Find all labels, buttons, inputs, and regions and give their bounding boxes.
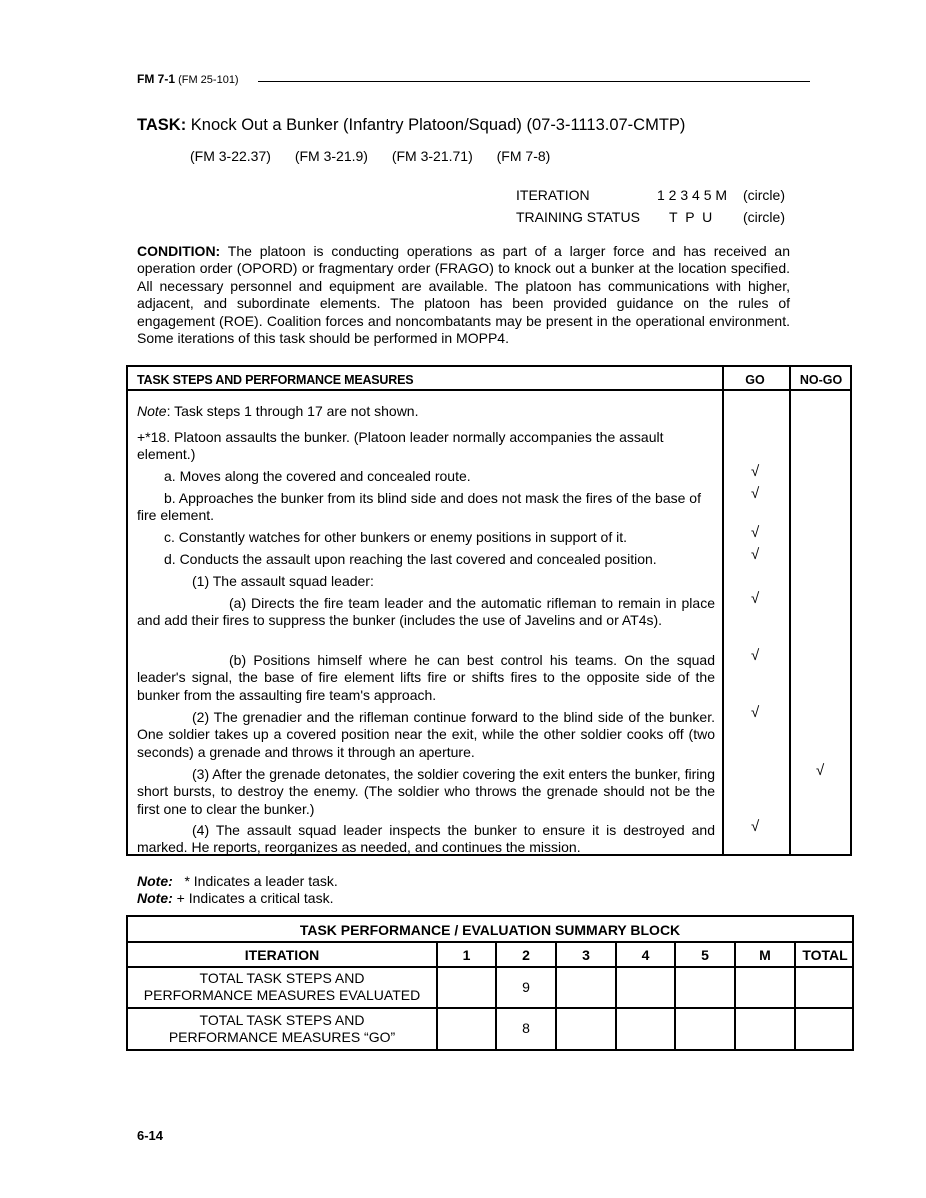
notes-block: [137, 873, 338, 908]
go-check-mark: √: [751, 463, 760, 480]
note-label: Note:: [137, 890, 173, 907]
summary-row-label: [128, 970, 436, 1005]
task-title-text: Knock Out a Bunker (Infantry Platoon/Squad) (07-3-1113.07-CMTP): [190, 116, 686, 134]
condition-label: CONDITION:: [137, 243, 221, 259]
note-line: [137, 890, 338, 907]
go-column-header: GO: [745, 373, 765, 387]
training-status-note: (circle): [743, 209, 785, 225]
summary-row-divider: [128, 966, 852, 968]
summary-row-divider: [128, 1007, 852, 1009]
task-step: (b) Positions himself where he can best control his teams. On the squad leader's signal, the base of fire element lifts fire or shifts fires to the opposite side of the bunker from the assaulting fire team's approach.: [137, 652, 715, 703]
summary-header-4: 4: [641, 947, 650, 963]
task-step: d. Conducts the assault upon reaching the last covered and concealed position.: [164, 551, 657, 567]
task-step: a. Moves along the covered and concealed route.: [164, 468, 471, 484]
summary-header-3: 3: [582, 947, 590, 963]
summary-cell-evaluated-2: 9: [522, 979, 530, 995]
note-text: : Task steps 1 through 17 are not shown.: [166, 403, 419, 419]
summary-header-iteration: ITERATION: [244, 947, 320, 963]
table-divider: [789, 367, 791, 854]
task-label: TASK:: [137, 116, 187, 134]
note-text: + Indicates a critical task.: [176, 890, 334, 907]
running-header: [137, 72, 239, 86]
reference-list: [190, 148, 570, 164]
training-status-options: T P U: [669, 209, 715, 225]
reference-item: (FM 3-21.9): [294, 148, 368, 164]
task-step: c. Constantly watches for other bunkers or enemy positions in support of it.: [164, 529, 628, 545]
condition-paragraph: [137, 243, 790, 347]
condition-text: The platoon is conducting operations as part of a larger force and has received an operation order (OPORD) or fragmentary order (FRAGO) to knock out a bunker at the location specified. All necessary personnel and equipment are available. The platoon has communications with higher, adjacent, and subordinate elements. The platoon has been provided guidance on the rules of engagement (ROE). Coalition forces and noncombatants may be present in the operational environment. Some iterations of this task should be performed in MOPP4.: [137, 243, 790, 347]
manual-number: FM 7-1: [137, 72, 176, 86]
reference-item: (FM 7-8): [496, 148, 551, 164]
reference-item: (FM 3-22.37): [190, 148, 271, 164]
nogo-check-mark: √: [816, 762, 825, 779]
header-rule: [258, 81, 810, 82]
go-check-mark: √: [751, 704, 760, 721]
task-step: (3) After the grenade detonates, the soldier covering the exit enters the bunker, firing short bursts, to destroy the enemy. (The soldier who throws the grenade should not be the first one to clear the bunker.): [137, 766, 715, 817]
nogo-column-header: NO-GO: [799, 373, 843, 387]
summary-row-label-line: PERFORMANCE MEASURES “GO”: [168, 1029, 396, 1046]
go-check-mark: √: [751, 818, 760, 835]
table-note: [137, 403, 715, 420]
summary-row-label-line: TOTAL TASK STEPS AND: [199, 1012, 365, 1028]
summary-header-2: 2: [522, 947, 530, 963]
training-status-label: TRAINING STATUS: [516, 209, 640, 225]
task-title: [137, 116, 685, 135]
steps-column-header: TASK STEPS AND PERFORMANCE MEASURES: [137, 373, 414, 387]
table-header-row: [128, 367, 850, 391]
task-step: (2) The grenadier and the rifleman continue forward to the blind side of the bunker. One soldier takes up a covered position near the exit, while the other soldier cooks off (two seconds) a grenade and throws it through an aperture.: [137, 709, 715, 760]
note-label: Note: [137, 403, 167, 419]
summary-header-1: 1: [462, 947, 471, 963]
reference-item: (FM 3-21.71): [391, 148, 473, 164]
summary-row-label: [128, 1012, 436, 1047]
summary-cell-go-2: 8: [522, 1020, 530, 1036]
task-steps-table: [126, 365, 852, 856]
summary-title: TASK PERFORMANCE / EVALUATION SUMMARY BLOCK: [128, 917, 852, 943]
note-line: [137, 873, 338, 890]
task-step: (a) Directs the fire team leader and the automatic rifleman to remain in place and add their fires to suppress the bunker (includes the use of Javelins and or AT4s).: [137, 595, 715, 629]
table-divider: [722, 367, 724, 854]
summary-header-total: TOTAL: [802, 947, 848, 963]
page-number: 6-14: [137, 1128, 164, 1143]
task-step: +*18. Platoon assaults the bunker. (Platoon leader normally accompanies the assault element.): [137, 429, 664, 463]
task-step: (1) The assault squad leader:: [192, 573, 374, 589]
summary-row-label-line: PERFORMANCE MEASURES EVALUATED: [143, 987, 421, 1004]
summary-header-5: 5: [701, 947, 709, 963]
go-check-mark: √: [751, 647, 760, 664]
note-text: * Indicates a leader task.: [184, 873, 338, 889]
task-step: (4) The assault squad leader inspects the bunker to ensure it is destroyed and marked. He reports, reorganizes as needed, and continues the mission.: [137, 822, 715, 856]
task-step: b. Approaches the bunker from its blind side and does not mask the fires of the base of fire element.: [137, 490, 701, 524]
iteration-options: 1 2 3 4 5 M: [657, 187, 728, 203]
summary-header-m: M: [759, 947, 771, 963]
evaluation-summary-table: [126, 915, 854, 1051]
go-check-mark: √: [751, 524, 760, 541]
go-check-mark: √: [751, 546, 760, 563]
summary-row-label-line: TOTAL TASK STEPS AND: [199, 970, 365, 986]
iteration-note: (circle): [743, 187, 785, 203]
note-label: Note:: [137, 873, 173, 889]
iteration-label: ITERATION: [516, 187, 590, 203]
go-check-mark: √: [751, 590, 760, 607]
go-check-mark: √: [751, 485, 760, 502]
alt-manual-number: (FM 25-101): [178, 74, 239, 86]
